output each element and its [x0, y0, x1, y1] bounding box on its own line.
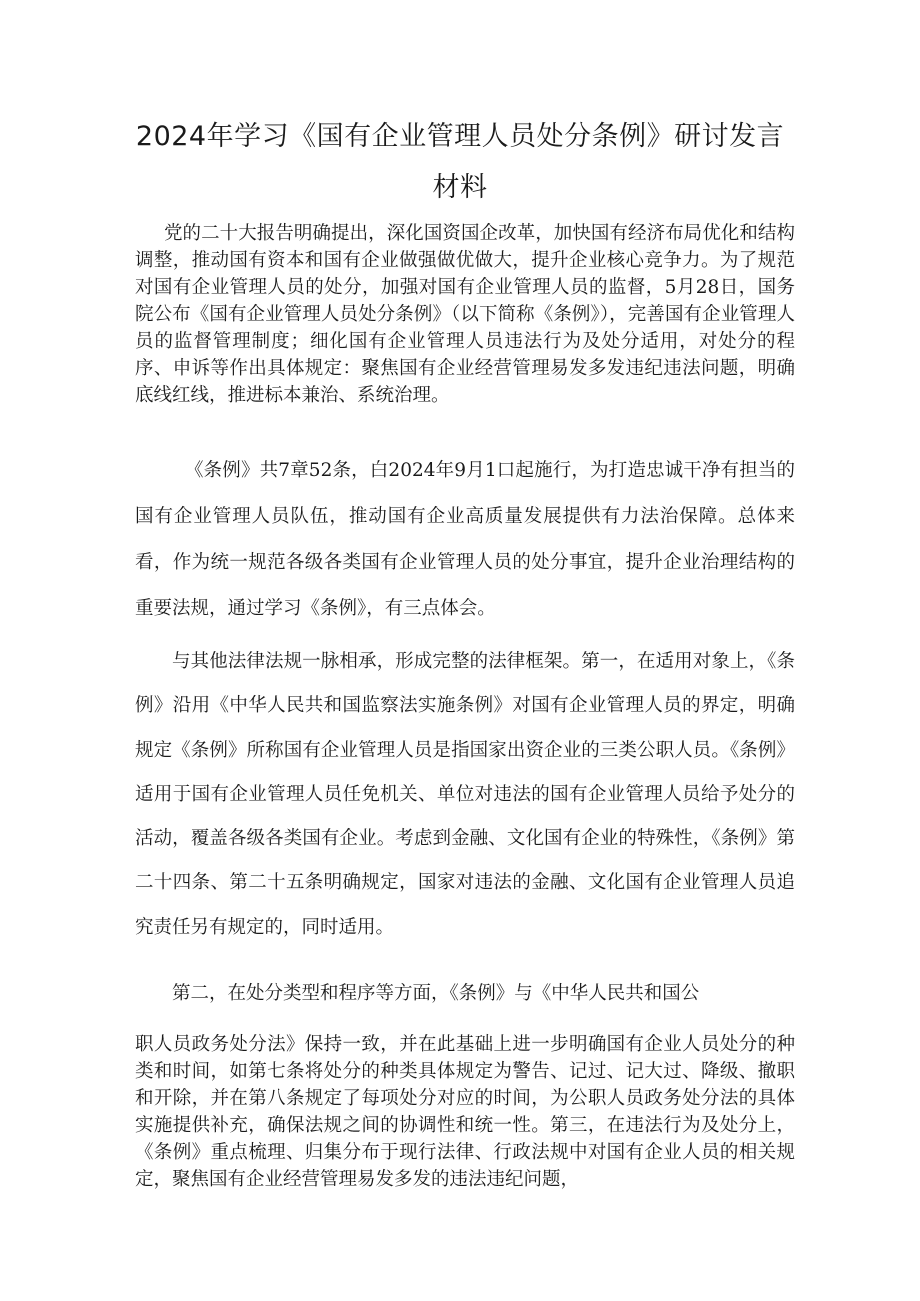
paragraph-second-point-start: 第二，在处分类型和程序等方面，《条例》与《中华人民共和国公: [172, 983, 700, 1004]
paragraph-intro: 党的二十大报告明确提出，深化国资国企改革，加快国有经济布局优化和结构调整，推动国有资本和国有企业做强做优做大，提升企业核心竞争力。为了规范对国有企业管理人员的处分，加强对国有企业管理人员的监督，5月28日，国务院公布《国有企业管理人员处分条例》（以下简称《条例》），完善国有企业管理人员的监督管理制度；细化国有企业管理人员违法行为及处分适用，对处分的程序、申诉等作出具体规定：聚焦国有企业经营管理易发多发违纪违法问题，明确底线红线，推进标本兼治、系统治理。: [135, 223, 795, 406]
document-title-line2: 材料: [432, 172, 488, 203]
paragraph-first-point: 与其他法律法规一脉相承，形成完整的法律框架。第一，在适用对象上，《条例》沿用《中华人民共和国监察法实施条例》对国有企业管理人员的界定，明确规定《条例》所称国有企业管理人员是指国家出资企业的三类公职人员。《条例》适用于国有企业管理人员任免机关、单位对违法的国有企业管理人员给予处分的活动，覆盖各级各类国有企业。考虑到金融、文化国有企业的特殊性，《条例》第二十四条、第二十五条明确规定，国家对违法的金融、文化国有企业管理人员追究责任另有规定的，同时适用。: [135, 651, 795, 938]
paragraph-second-point-continued: 职人员政务处分法》保持一致，并在此基础上进一步明确国有企业人员处分的种类和时间，如第七条将处分的种类具体规定为警告、记过、记大过、降级、撤职和开除，并在第八条规定了每项处分对应的时间，为公职人员政务处分法的具体实施提供补充，确保法规之间的协调性和统一性。第三，在违法行为及处分上，《条例》重点梳理、归集分布于现行法律、行政法规中对国有企业人员的相关规定，聚焦国有企业经营管理易发多发的违法违纪问题，: [135, 1034, 795, 1190]
document-title-line1: 2024年学习《国有企业管理人员处分条例》研讨发言: [135, 121, 785, 152]
paragraph-overview: 《条例》共7章52条，白2024年9月1口起施行，为打造忠诚干净有担当的国有企业管理人员队伍，推动国有企业高质量发展提供有力法治保障。总体来看，作为统一规范各级各类国有企业管理人员的处分事宜，提升企业治理结构的重要法规，通过学习《条例》，有三点体会。: [135, 460, 795, 619]
